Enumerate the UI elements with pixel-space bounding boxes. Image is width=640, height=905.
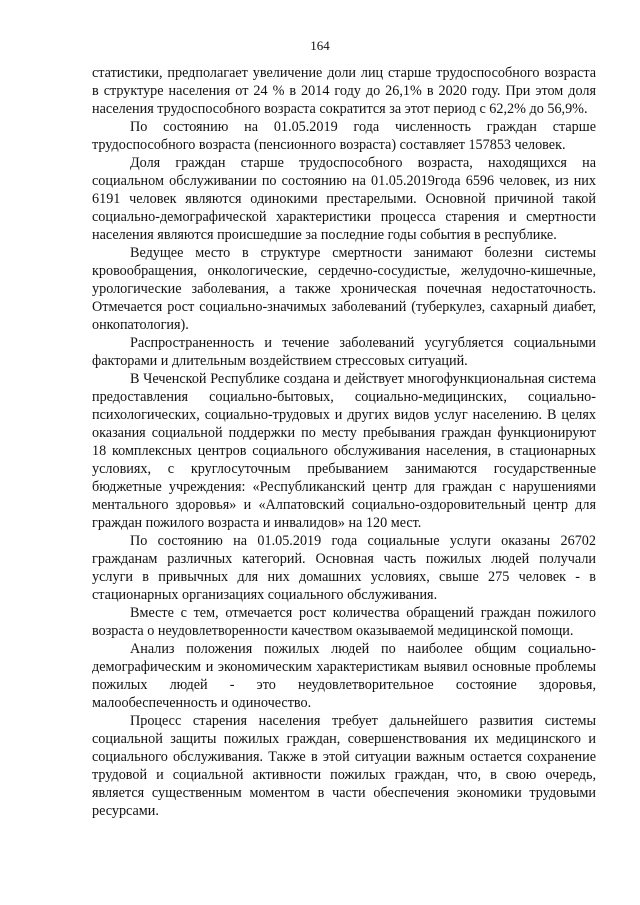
paragraph: Вместе с тем, отмечается рост количества обращений граждан пожилого возраста о неудовлетворенности качеством оказываемой медицинской помощи. — [92, 605, 596, 639]
paragraph: В Чеченской Республике создана и действует многофункциональная система предоставления социально-бытовых, социально-медицинских, социально-психологических, социально-трудовых и других видов услуг населению. В целях оказания социальной поддержки по месту пребывания граждан функционируют 18 комплексных центров социального обслуживания населения, в стационарных условиях, с круглосуточным пребыванием занимаются государственные бюджетные учреждения: «Республиканский центр для граждан с нарушениями ментального здоровья» и «Алпатовский социально-оздоровительный центр для граждан пожилого возраста и инвалидов» на 120 мест. — [92, 371, 596, 531]
paragraph: По состоянию на 01.05.2019 года численность граждан старше трудоспособного возраста (пенсионного возраста) составляет 157853 человек. — [92, 119, 596, 153]
paragraph: Распространенность и течение заболеваний усугубляется социальными факторами и длительным воздействием стрессовых ситуаций. — [92, 335, 596, 369]
page-number: 164 — [310, 38, 330, 53]
paragraph: Доля граждан старше трудоспособного возраста, находящихся на социальном обслуживании по состоянию на 01.05.2019года 6596 человек, из них 6191 человек являются одинокими престарелыми. Основной причиной такой социально-демографической характеристики процесса старения и смертности населения являются происшедшие за последние годы события в республике. — [92, 155, 596, 243]
paragraph: По состоянию на 01.05.2019 года социальные услуги оказаны 26702 гражданам различных категорий. Основная часть пожилых людей получали услуги в привычных для них домашних условиях, свыше 275 человек - в стационарных организациях социального обслуживания. — [92, 533, 596, 603]
paragraph: Ведущее место в структуре смертности занимают болезни системы кровообращения, онкологические, сердечно-сосудистые, желудочно-кишечные, урологические заболевания, а также хроническая почечная недостаточность. Отмечается рост социально-значимых заболеваний (туберкулез, сахарный диабет, онкопатология). — [92, 245, 596, 333]
paragraph-continuation: статистики, предполагает увеличение доли лиц старше трудоспособного возраста в структуре населения от 24 % в 2014 году до 26,1% в 2020 году. При этом доля населения трудоспособного возраста сократится за этот период с 62,2% до 56,9%. — [92, 65, 596, 117]
paragraph: Анализ положения пожилых людей по наиболее общим социально-демографическим и экономическим характеристикам выявил основные проблемы пожилых людей - это неудовлетворительное состояние здоровья, малообеспеченность и одиночество. — [92, 641, 596, 711]
document-body — [92, 64, 596, 820]
paragraph: Процесс старения населения требует дальнейшего развития системы социальной защиты пожилых граждан, совершенствования их медицинского и социального обслуживания. Также в этой ситуации важным остается сохранение трудовой и социальной активности пожилых граждан, что, в свою очередь, является существенным моментом в части обеспечения экономики трудовыми ресурсами. — [92, 713, 596, 819]
